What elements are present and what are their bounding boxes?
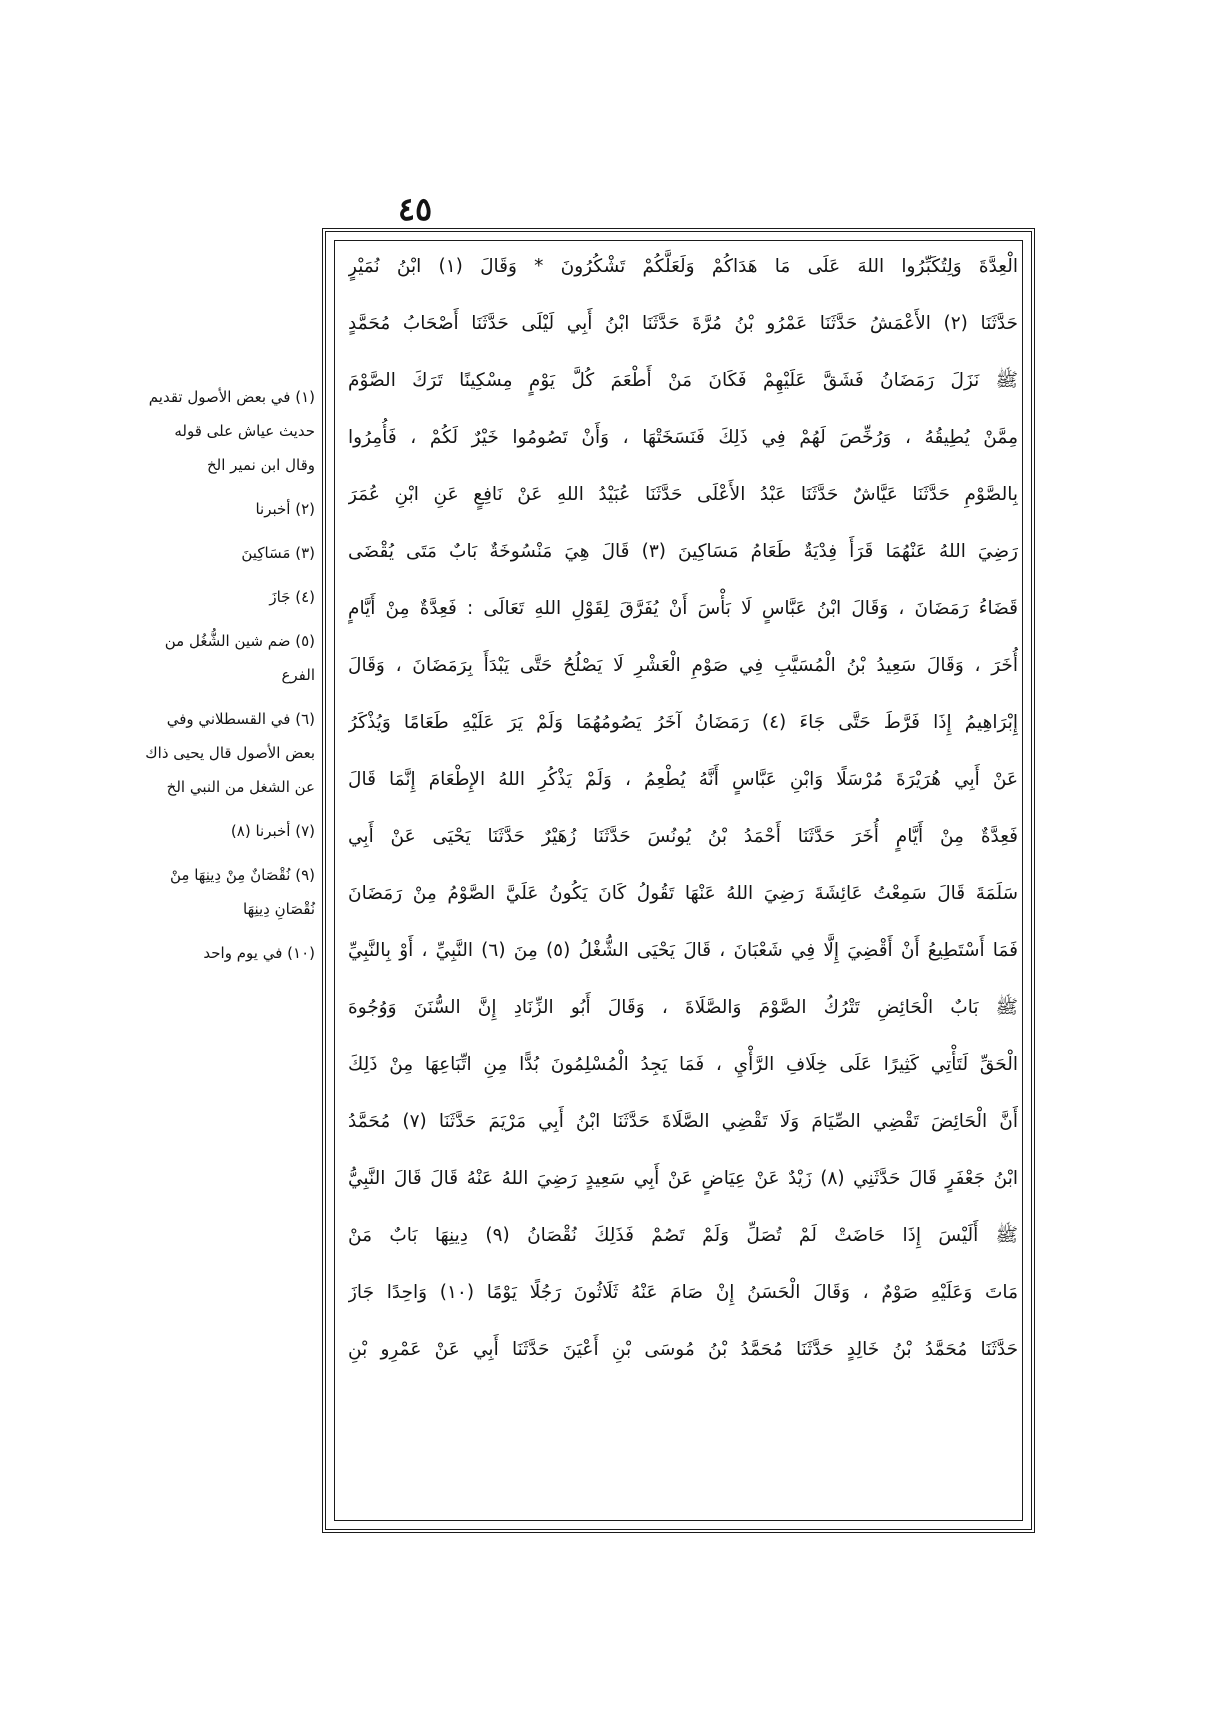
margin-notes [140, 380, 315, 980]
main-text-line: مِمَّنْ يُطِيقُهُ ، وَرُخِّصَ لَهُمْ فِي ذَلِكَ فَنَسَخَتْهَا ، وَأَنْ تَصُومُوا خَيْرٌ لَكُمْ ، فَأُمِرُوا [348, 427, 1018, 448]
main-text-line: ﷺ أَلَيْسَ إِذَا حَاضَتْ لَمْ تُصَلِّ وَلَمْ تَصُمْ فَذَلِكَ نُقْصَانُ (٩) دِينِهَا بَابٌ مَنْ [348, 1225, 1018, 1246]
margin-note: (١) في بعض الأصول تقديم حديث عياش على قوله وقال ابن نمير الخ [148, 388, 315, 474]
margin-note: (٦) في القسطلاني وفي بعض الأصول قال يحيى ذاك عن الشغل من النبي الخ [145, 710, 315, 796]
main-text-line: قَضَاءُ رَمَضَانَ ، وَقَالَ ابْنُ عَبَّاسٍ لَا بَأْسَ أَنْ يُفَرَّقَ لِقَوْلِ اللهِ تَعَالَى : فَعِدَّةٌ مِنْ أَيَّامٍ [348, 598, 1018, 619]
margin-note: (٤) جَازَ [269, 588, 315, 606]
main-text-line: حَدَّثَنَا (٢) الأَعْمَشُ حَدَّثَنَا عَمْرُو بْنُ مُرَّةَ حَدَّثَنَا ابْنُ أَبِي لَيْلَى حَدَّثَنَا أَصْحَابُ مُحَمَّدٍ [348, 313, 1018, 334]
main-text-block [348, 238, 1018, 1528]
main-text-line: فَمَا أَسْتَطِيعُ أَنْ أَقْضِيَ إِلَّا فِي شَعْبَانَ ، قَالَ يَحْيَى الشُّغْلُ (٥) مِنَ (٦) النَّبِيِّ ، أَوْ بِالنَّبِيِّ [348, 940, 1018, 961]
margin-note: (٥) ضم شين الشُّغُل من الفرع [164, 632, 315, 684]
main-text-line: عَنْ أَبِي هُرَيْرَةَ مُرْسَلًا وَابْنِ عَبَّاسٍ أَنَّهُ يُطْعِمُ ، وَلَمْ يَذْكُرِ اللهُ الإِطْعَامَ إِنَّمَا قَالَ [348, 769, 1018, 790]
main-text-line: حَدَّثَنَا مُحَمَّدُ بْنُ خَالِدٍ حَدَّثَنَا مُحَمَّدُ بْنُ مُوسَى بْنِ أَعْيَنَ حَدَّثَنَا أَبِي عَنْ عَمْرِو بْنِ [348, 1339, 1018, 1360]
main-text-line: فَعِدَّةٌ مِنْ أَيَّامٍ أُخَرَ حَدَّثَنَا أَحْمَدُ بْنُ يُونُسَ حَدَّثَنَا زُهَيْرٌ حَدَّثَنَا يَحْيَى عَنْ أَبِي [348, 826, 1018, 847]
main-text-line: مَاتَ وَعَلَيْهِ صَوْمٌ ، وَقَالَ الْحَسَنُ إِنْ صَامَ عَنْهُ ثَلَاثُونَ رَجُلًا يَوْمًا (١٠) وَاحِدًا جَازَ [348, 1282, 1018, 1303]
main-text-line: بِالصَّوْمِ حَدَّثَنَا عَيَّاشٌ حَدَّثَنَا عَبْدُ الأَعْلَى حَدَّثَنَا عُبَيْدُ اللهِ عَنْ نَافِعٍ عَنِ ابْنِ عُمَرَ [348, 484, 1018, 505]
main-text-line: ابْنُ جَعْفَرٍ قَالَ حَدَّثَنِي (٨) زَيْدٌ عَنْ عِيَاضٍ عَنْ أَبِي سَعِيدٍ رَضِيَ اللهُ عَنْهُ قَالَ قَالَ النَّبِيُّ [348, 1168, 1018, 1189]
margin-note: (٣) مَسَاكِينَ [241, 544, 315, 562]
page-number: ٤٥ [397, 190, 433, 228]
main-text-line: ﷺ بَابٌ الْحَائِضِ تَتْرُكُ الصَّوْمَ وَالصَّلَاةَ ، وَقَالَ أَبُو الزِّنَادِ إِنَّ السُّنَنَ وَوُجُوهَ [348, 997, 1018, 1018]
margin-note: (١٠) في يوم واحد [203, 944, 315, 962]
main-text-line: سَلَمَةَ قَالَ سَمِعْتُ عَائِشَةَ رَضِيَ اللهُ عَنْهَا تَقُولُ كَانَ يَكُونُ عَلَيَّ الصَّوْمُ مِنْ رَمَضَانَ [348, 883, 1018, 904]
main-text-line: أُخَرَ ، وَقَالَ سَعِيدُ بْنُ الْمُسَيَّبِ فِي صَوْمِ الْعَشْرِ لَا يَصْلُحُ حَتَّى يَبْدَأَ بِرَمَضَانَ ، وَقَالَ [348, 655, 1018, 676]
margin-note: (٢) أخبرنا [255, 500, 315, 518]
margin-note: (٧) أخبرنا (٨) [230, 822, 315, 840]
main-text-line: إِبْرَاهِيمُ إِذَا فَرَّطَ حَتَّى جَاءَ (٤) رَمَضَانُ آخَرُ يَصُومُهُمَا وَلَمْ يَرَ عَلَيْهِ طَعَامًا وَيُذْكَرُ [348, 712, 1018, 733]
main-text-line: الْعِدَّةَ وَلِتُكَبِّرُوا اللهَ عَلَى مَا هَدَاكُمْ وَلَعَلَّكُمْ تَشْكُرُونَ * وَقَالَ (١) ابْنُ نُمَيْرٍ [348, 256, 1018, 277]
main-text-line: رَضِيَ اللهُ عَنْهُمَا قَرَأَ فِدْيَةٌ طَعَامُ مَسَاكِينَ (٣) قَالَ هِيَ مَنْسُوخَةٌ بَابٌ مَتَى يُقْضَى [348, 541, 1018, 562]
main-text-line: الْحَقِّ لَتَأْتِي كَثِيرًا عَلَى خِلَافِ الرَّأْيِ ، فَمَا يَجِدُ الْمُسْلِمُونَ بُدًّا مِنِ اتِّبَاعِهَا مِنْ ذَلِكَ [348, 1054, 1018, 1075]
margin-note: (٩) نُقْصَانٌ مِنْ دِينِهَا مِنْ نُقْصَانِ دِينِهَا [170, 866, 315, 918]
main-text-line: أَنَّ الْحَائِضَ تَقْضِي الصِّيَامَ وَلَا تَقْضِي الصَّلَاةَ حَدَّثَنَا ابْنُ أَبِي مَرْيَمَ حَدَّثَنَا (٧) مُحَمَّدُ [348, 1111, 1018, 1132]
main-text-line: ﷺ نَزَلَ رَمَضَانُ فَشَقَّ عَلَيْهِمْ فَكَانَ مَنْ أَطْعَمَ كُلَّ يَوْمٍ مِسْكِينًا تَرَكَ الصَّوْمَ [348, 370, 1018, 391]
